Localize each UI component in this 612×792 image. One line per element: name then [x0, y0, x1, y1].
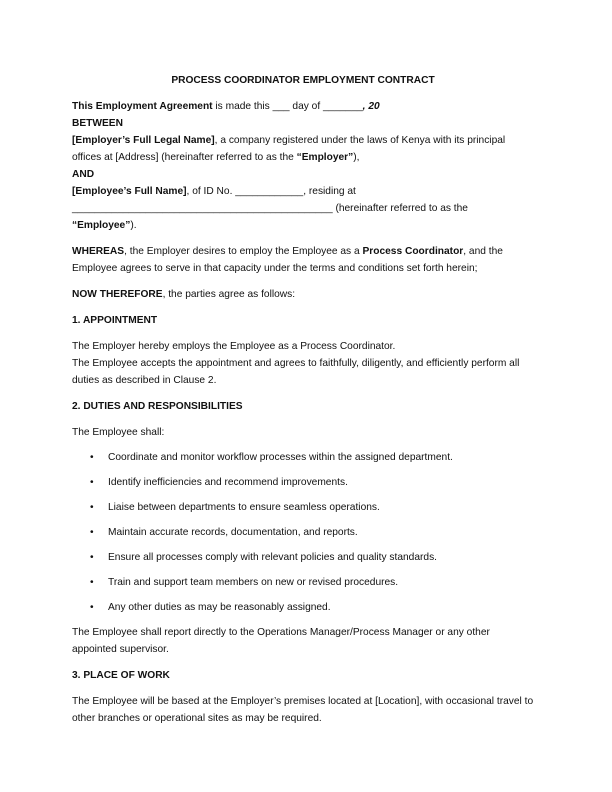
whereas-clause	[72, 243, 534, 277]
whereas-text-2: , and the Employee agrees to serve in that capacity under the terms and conditions set forth herein;	[72, 246, 503, 274]
appointment-line-1: The Employer hereby employs the Employee as a Process Coordinator.	[72, 341, 396, 352]
list-item: • Coordinate and monitor workflow processes within the assigned department.	[72, 449, 534, 474]
between-label: BETWEEN	[72, 118, 123, 129]
now-therefore-text: , the parties agree as follows:	[162, 289, 296, 300]
now-therefore-label: NOW THEREFORE	[72, 289, 163, 300]
employer-clause	[72, 132, 534, 166]
list-item: • Train and support team members on new or revised procedures.	[72, 574, 534, 599]
agreement-year: , 20	[362, 101, 380, 112]
whereas-role: Process Coordinator	[362, 246, 464, 257]
employee-ref: “Employee”	[72, 220, 131, 231]
employee-clause	[72, 183, 534, 234]
document-page	[72, 72, 534, 727]
place-of-work-text: The Employee will be based at the Employer’s premises located at [Location], with occasional travel to other branches or operational sites as may be required.	[72, 696, 534, 724]
whereas-text-1: , the Employer desires to employ the Employee as a	[124, 246, 363, 257]
employer-details: , a company registered under the laws of Kenya with its principal offices at [Address] (hereinafter referred to as the	[72, 135, 506, 163]
appointment-line-2: The Employee accepts the appointment and agrees to faithfully, diligently, and efficiently perform all duties as described in Clause 2.	[72, 358, 520, 386]
list-item: • Ensure all processes comply with relevant policies and quality standards.	[72, 549, 534, 574]
list-item: • Any other duties as may be reasonably assigned.	[72, 599, 534, 624]
employee-details: , of ID No. ____________, residing at ______________________________________________ (hereinafter referred to as the	[72, 186, 468, 214]
list-item: • Liaise between departments to ensure seamless operations.	[72, 499, 534, 524]
employer-name: [Employer’s Full Legal Name]	[72, 135, 215, 146]
and-label: AND	[72, 169, 95, 180]
agreement-line	[72, 98, 534, 115]
list-item: • Identify inefficiencies and recommend improvements.	[72, 474, 534, 499]
now-therefore-clause	[72, 286, 534, 303]
agreement-date: is made this ___ day of _______	[212, 101, 363, 112]
duties-intro: The Employee shall:	[72, 427, 165, 438]
duties-list	[72, 449, 534, 624]
duties-report: The Employee shall report directly to the Operations Manager/Process Manager or any other appointed supervisor.	[72, 627, 490, 655]
whereas-label: WHEREAS	[72, 246, 125, 257]
section-heading-appointment: 1. APPOINTMENT	[72, 315, 158, 326]
employee-name: [Employee’s Full Name]	[72, 186, 187, 197]
employee-end: ).	[130, 220, 137, 231]
employer-ref: “Employer”	[296, 152, 354, 163]
page-title: PROCESS COORDINATOR EMPLOYMENT CONTRACT	[171, 75, 435, 86]
employer-end: ),	[353, 152, 360, 163]
list-item: • Maintain accurate records, documentation, and reports.	[72, 524, 534, 549]
agreement-label: This Employment Agreement	[72, 101, 213, 112]
section-heading-place-of-work: 3. PLACE OF WORK	[72, 670, 170, 681]
section-heading-duties: 2. DUTIES AND RESPONSIBILITIES	[72, 401, 243, 412]
